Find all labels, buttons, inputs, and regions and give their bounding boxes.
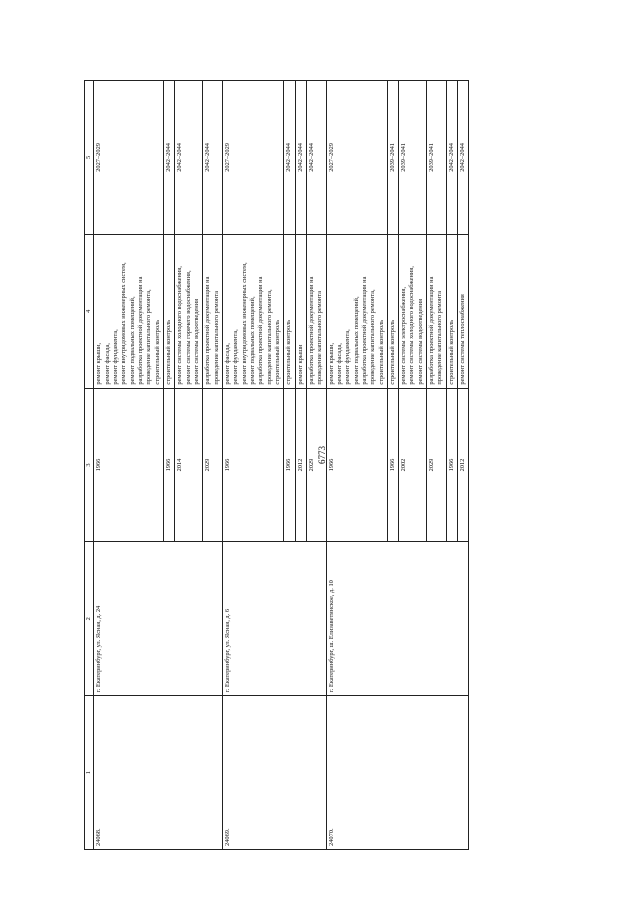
repair-period: 2042–2044 (306, 81, 326, 235)
work-type-line: проведение капитального ремонта (212, 290, 220, 385)
repair-period: 2042–2044 (446, 81, 457, 235)
work-type-line: строительный контроль (388, 319, 396, 385)
rotated-table-canvas (84, 80, 579, 850)
page-number: 6773 (317, 446, 327, 464)
work-type-line: ремонт системы теплоснабжения (459, 294, 467, 385)
work-type-line: ремонт системы горячего водоснабжения, (184, 270, 192, 385)
repair-period: 2039–2041 (399, 81, 427, 235)
work-type-line: ремонт крыши, (95, 342, 103, 385)
work-types (284, 234, 295, 388)
table-row (222, 81, 283, 850)
work-types (306, 234, 326, 388)
column-header-1: 1 (85, 696, 94, 850)
repair-period: 2042–2044 (295, 81, 306, 235)
work-types (203, 234, 223, 388)
work-type-line: разработка проектной документации на (307, 276, 315, 385)
base-year: 2029 (306, 388, 326, 542)
work-type-line: ремонт фасада, (223, 343, 231, 385)
base-year: 1966 (326, 388, 387, 542)
work-type-line: разработка проектной документации на (204, 276, 212, 385)
work-type-line: ремонт системы холодного водоснабжения, (408, 266, 416, 385)
base-year: 2002 (399, 388, 427, 542)
repair-schedule-table (84, 80, 469, 850)
work-type-line: ремонт системы водоотведения (416, 298, 424, 385)
work-type-line: ремонт внутридомовых инженерных систем, (240, 262, 248, 385)
repair-period: 2039–2041 (427, 81, 447, 235)
repair-period: 2027–2029 (94, 81, 164, 235)
work-type-line: ремонт фасада, (103, 343, 111, 385)
base-year: 1966 (387, 388, 398, 542)
work-type-line: проведение капитального ремонта (316, 290, 324, 385)
work-type-line: ремонт системы электроснабжения, (400, 287, 408, 385)
work-types (222, 234, 283, 388)
base-year: 2014 (175, 388, 203, 542)
work-type-line: ремонт фундамента, (344, 329, 352, 385)
work-types (458, 234, 469, 388)
base-year: 1966 (163, 388, 174, 542)
work-types (427, 234, 447, 388)
work-types (175, 234, 203, 388)
column-header-5: 5 (85, 81, 94, 235)
base-year: 1966 (446, 388, 457, 542)
work-types (163, 234, 174, 388)
work-type-line: ремонт крыши (296, 344, 304, 385)
repair-period: 2042–2044 (458, 81, 469, 235)
work-type-line: строительный контроль (273, 319, 281, 385)
column-header-2: 2 (85, 542, 94, 696)
repair-period: 2042–2044 (284, 81, 295, 235)
base-year: 1966 (94, 388, 164, 542)
work-type-line: разработка проектной документации на (428, 276, 436, 385)
work-type-line: строительный контроль (447, 319, 455, 385)
entry-number: 24068. (94, 696, 223, 850)
base-year: 1966 (222, 388, 283, 542)
repair-period: 2042–2044 (203, 81, 223, 235)
work-type-line: ремонт фундамента, (232, 329, 240, 385)
work-type-line: ремонт системы холодного водоснабжения, (176, 266, 184, 385)
work-type-line: ремонт фасада, (335, 343, 343, 385)
table-row (94, 81, 164, 850)
work-type-line: проведение капитального ремонта, (145, 289, 153, 385)
repair-period: 2027–2029 (326, 81, 387, 235)
table-body (94, 81, 469, 850)
repair-period: 2042–2044 (175, 81, 203, 235)
repair-period: 2042–2044 (163, 81, 174, 235)
building-address: г. Екатеринбург, ул. Ясная, д. 24 (94, 542, 223, 696)
work-type-line: разработка проектной документации на (360, 276, 368, 385)
work-type-line: разработка проектной документации на (257, 276, 265, 385)
work-types (446, 234, 457, 388)
work-type-line: ремонт фундамента, (111, 329, 119, 385)
work-types (399, 234, 427, 388)
work-type-line: ремонт подвальных помещений, (128, 296, 136, 385)
work-types (94, 234, 164, 388)
base-year: 2012 (295, 388, 306, 542)
repair-period: 2039–2041 (387, 81, 398, 235)
building-address: г. Екатеринбург, ш. Елизаветинское, д. 10 (326, 542, 469, 696)
work-type-line: разработка проектной документации на (136, 276, 144, 385)
work-types (326, 234, 387, 388)
building-address: г. Екатеринбург, ул. Ясная, д. 6 (222, 542, 326, 696)
work-type-line: проведение капитального ремонта (436, 290, 444, 385)
column-number-row (85, 81, 94, 850)
base-year: 2029 (427, 388, 447, 542)
work-types (387, 234, 398, 388)
work-type-line: ремонт крыши, (327, 342, 335, 385)
column-header-4: 4 (85, 234, 94, 388)
work-type-line: строительный контроль (164, 319, 172, 385)
work-type-line: строительный контроль (153, 319, 161, 385)
column-header-3: 3 (85, 388, 94, 542)
work-type-line: ремонт подвальных помещений, (248, 296, 256, 385)
entry-number: 24070. (326, 696, 469, 850)
work-type-line: строительный контроль (377, 319, 385, 385)
work-type-line: проведение капитального ремонта, (369, 289, 377, 385)
work-type-line: ремонт внутридомовых инженерных систем, (120, 262, 128, 385)
work-type-line: проведение капитального ремонта, (265, 289, 273, 385)
base-year: 2012 (458, 388, 469, 542)
base-year: 1966 (284, 388, 295, 542)
rotated-table-frame (84, 80, 579, 850)
work-type-line: ремонт подвальных помещений, (352, 296, 360, 385)
work-types (295, 234, 306, 388)
repair-period: 2027–2029 (222, 81, 283, 235)
table-row (326, 81, 387, 850)
base-year: 2029 (203, 388, 223, 542)
work-type-line: строительный контроль (285, 319, 293, 385)
entry-number: 24069. (222, 696, 326, 850)
work-type-line: ремонт системы водоотведения (192, 298, 200, 385)
